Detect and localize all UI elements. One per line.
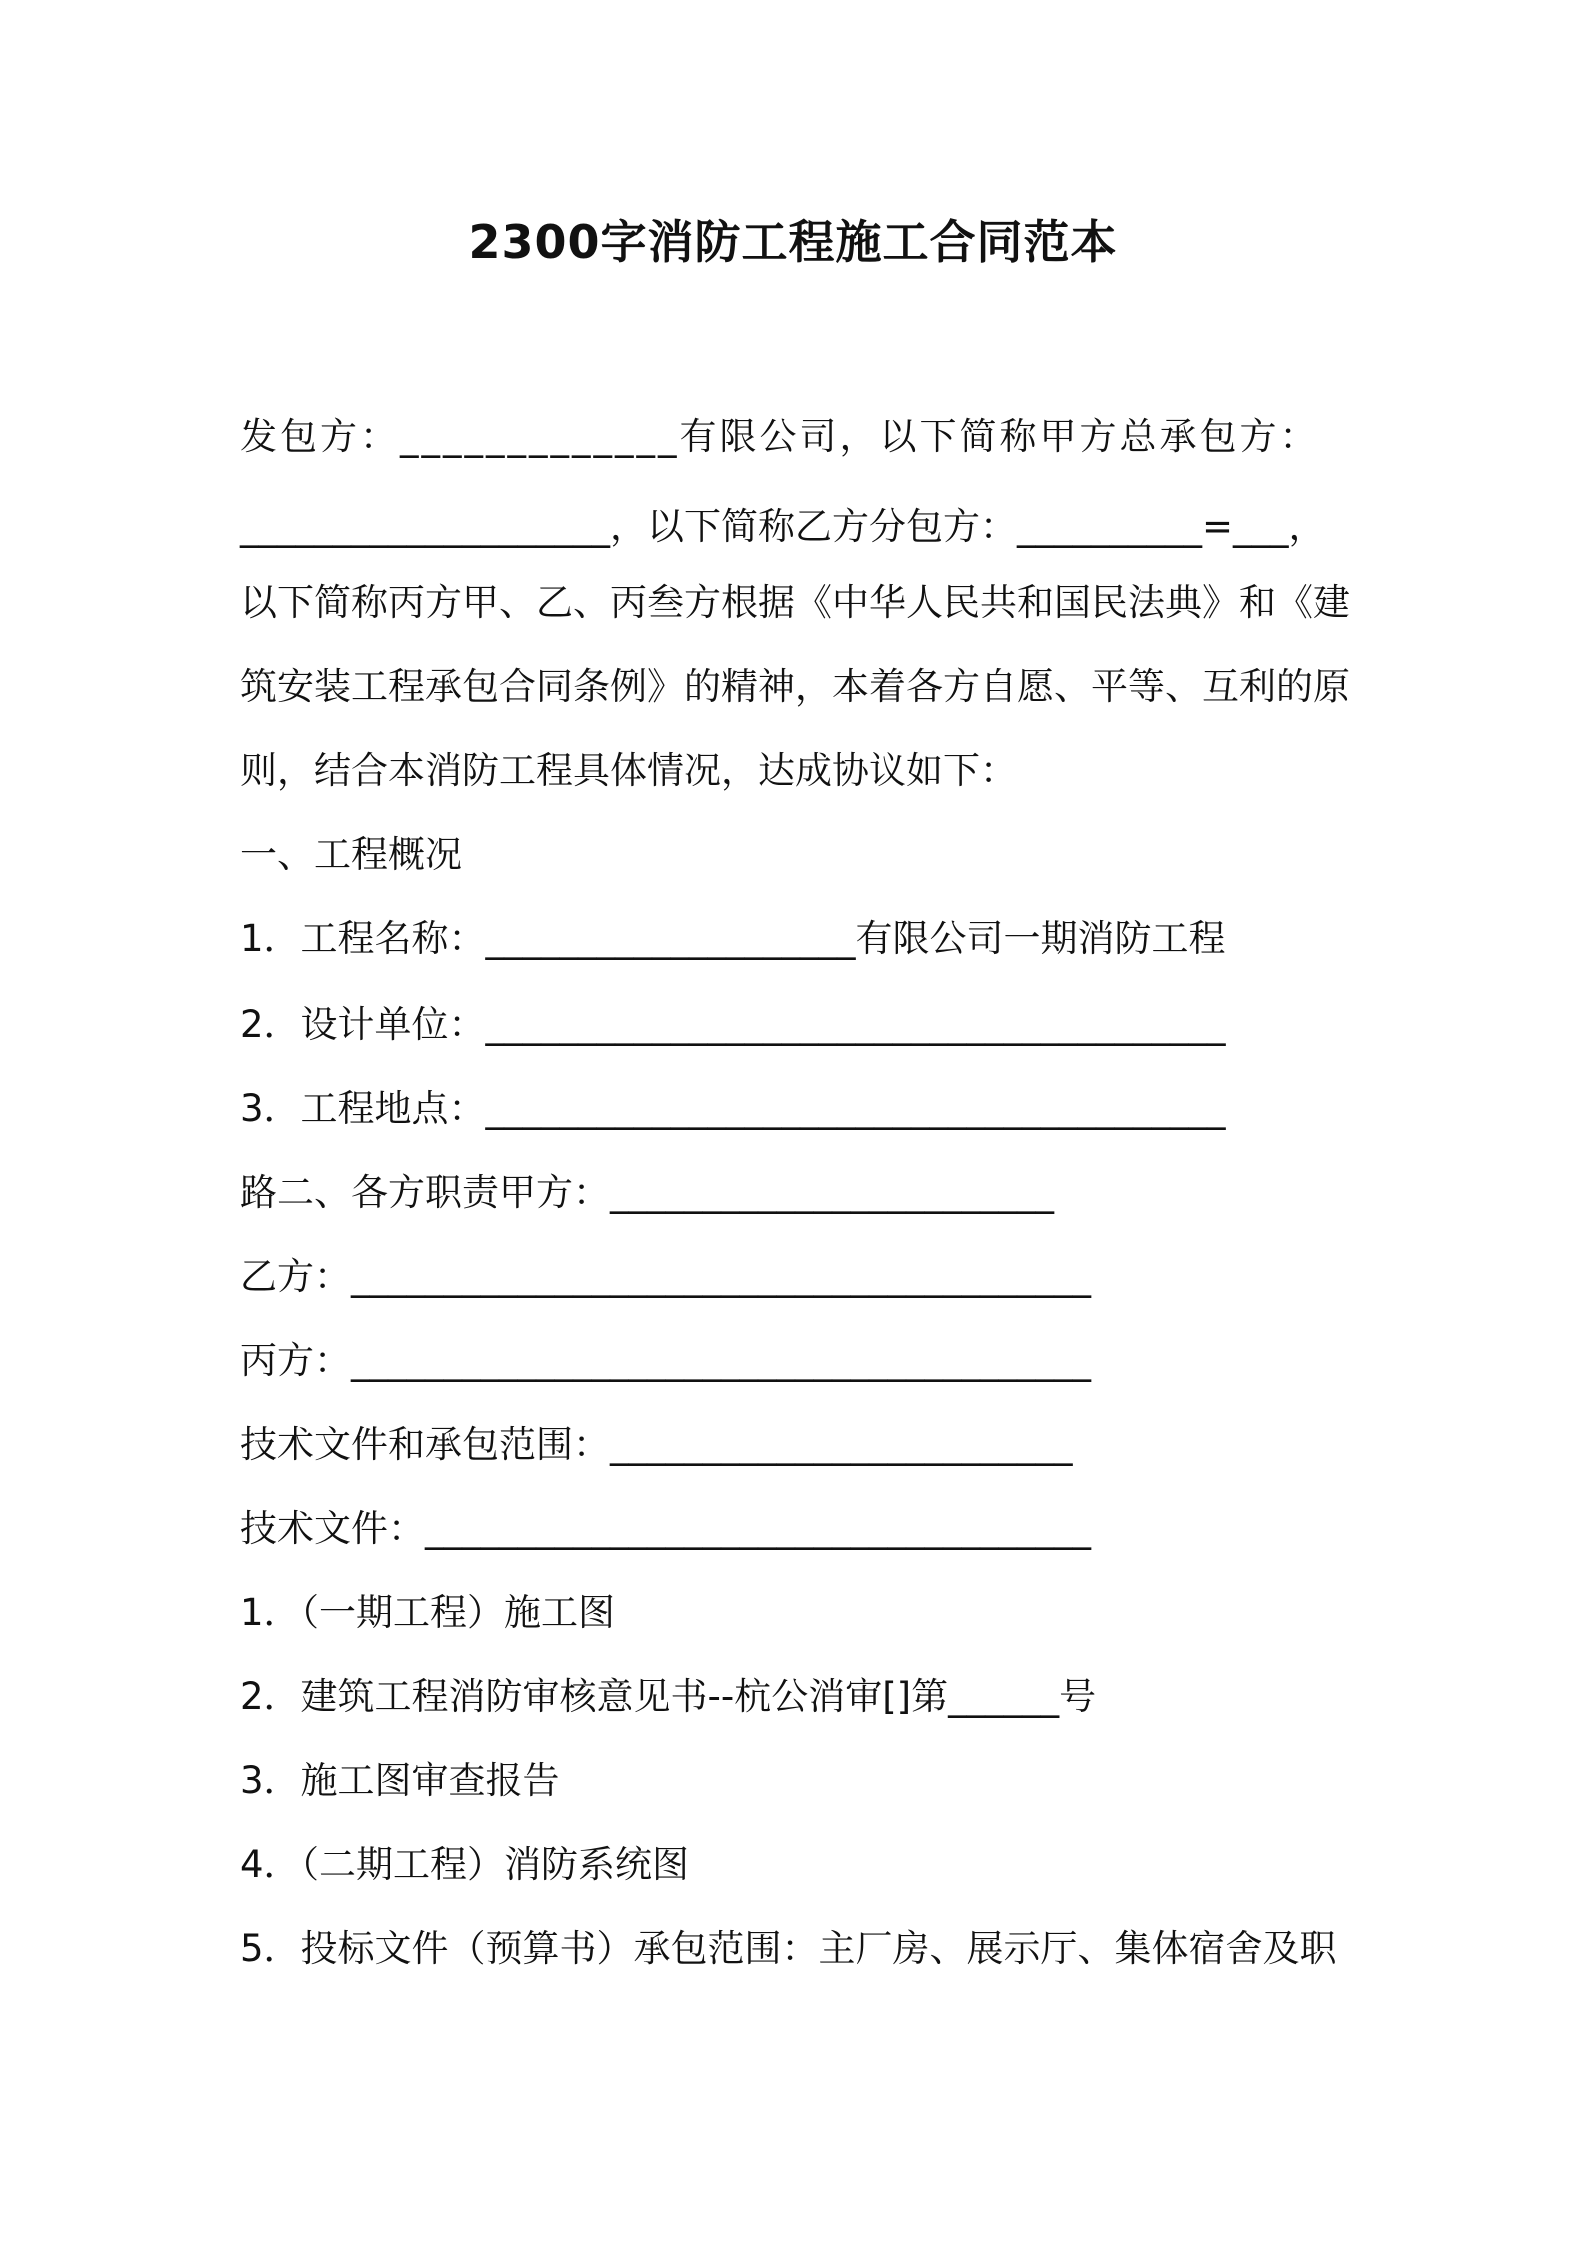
text-line-tech-docs: 技术文件：____________________________________ bbox=[240, 1507, 1091, 1550]
text-line-5: 则，结合本消防工程具体情况，达成协议如下： bbox=[240, 749, 1017, 792]
text-line-1: 发包方：_____________有限公司，以下简称甲方总承包方： bbox=[240, 415, 1320, 458]
list-item-5: 5．投标文件（预算书）承包范围：主厂房、展示厅、集体宿舍及职 bbox=[240, 1927, 1337, 1970]
list-item-3: 3．施工图审查报告 bbox=[240, 1759, 560, 1802]
text-line-party-b: 乙方：________________________________________ bbox=[240, 1255, 1091, 1298]
text-line-4: 筑安装工程承包合同条例》的精神，本着各方自愿、平等、互利的原 bbox=[240, 665, 1350, 708]
list-item-2: 2．建筑工程消防审核意见书--杭公消审[]第______号 bbox=[240, 1675, 1097, 1718]
list-item-1: 1．（一期工程）施工图 bbox=[240, 1591, 616, 1634]
text-line-design-unit: 2．设计单位：________________________________________ bbox=[240, 1003, 1226, 1046]
text-line-2: ____________________，以下简称乙方分包方：__________=___， bbox=[240, 505, 1326, 548]
list-item-4: 4．（二期工程）消防系统图 bbox=[240, 1843, 690, 1886]
text-line-project-location: 3．工程地点：________________________________________ bbox=[240, 1087, 1226, 1130]
section-heading-overview: 一、工程概况 bbox=[240, 833, 462, 876]
text-line-3: 以下简称丙方甲、乙、丙叁方根据《中华人民共和国民法典》和《建 bbox=[240, 581, 1350, 624]
document-title: 2300字消防工程施工合同范本 bbox=[468, 215, 1118, 269]
text-line-party-a: 路二、各方职责甲方：________________________ bbox=[240, 1171, 1054, 1214]
text-line-party-c: 丙方：________________________________________ bbox=[240, 1339, 1091, 1382]
text-line-tech-scope: 技术文件和承包范围：_________________________ bbox=[240, 1423, 1073, 1466]
text-line-project-name: 1．工程名称：____________________有限公司一期消防工程 bbox=[240, 917, 1226, 960]
